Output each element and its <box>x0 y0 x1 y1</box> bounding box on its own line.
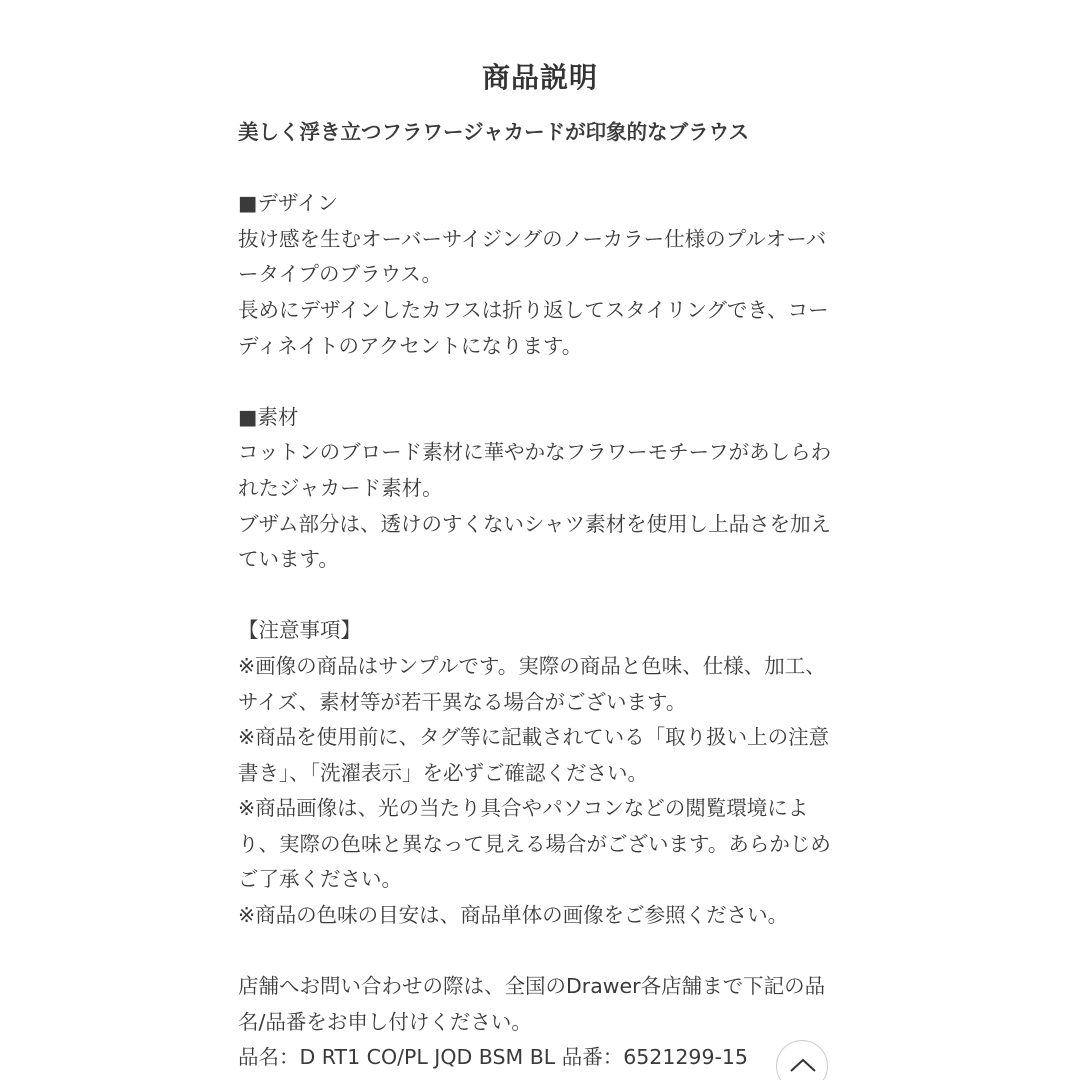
note-1: ※画像の商品はサンプルです。実際の商品と色味、仕様、加工、サイズ、素材等が若干異なる場合がございます。 <box>238 653 826 714</box>
spacer <box>238 151 838 187</box>
design-heading: ■デザイン <box>238 191 338 216</box>
lead-text: 美しく浮き立つフラワージャカードが印象的なブラウス <box>238 120 750 144</box>
store-inquiry-text: 店舗へお問い合わせの際は、全国のDrawer各店舗まで下記の品名/品番をお申し付けください。 <box>238 974 826 1034</box>
material-text-1: コットンのブロード素材に華やかなフラワーモチーフがあしらわれたジャカード素材。 <box>238 440 832 500</box>
product-description <box>238 115 838 1076</box>
design-text-1: 抜け感を生むオーバーサイジングのノーカラー仕様のプルオーバータイプのブラウス。 <box>238 226 827 287</box>
spacer <box>238 934 838 970</box>
chevron-up-icon <box>789 1057 817 1073</box>
design-text-2: 長めにデザインしたカフスは折り返してスタイリングでき、コーディネイトのアクセントになります。 <box>238 297 829 358</box>
page-title: 商品説明 <box>481 61 598 94</box>
spacer <box>238 364 838 400</box>
material-text-2: ブザム部分は、透けのすくないシャツ素材を使用し上品さを加えています。 <box>238 511 832 572</box>
note-4: ※商品の色味の目安は、商品単体の画像をご参照ください。 <box>238 903 789 928</box>
notes-heading: 【注意事項】 <box>238 618 361 643</box>
note-2: ※商品を使用前に、タグ等に記載されている「取り扱い上の注意書き」、「洗濯表示」を必ずご確認ください。 <box>238 725 830 785</box>
note-3: ※商品画像は、光の当たり具合やパソコンなどの閲覧環境により、実際の色味と異なって見える場合がございます。あらかじめご了承ください。 <box>238 796 831 892</box>
spacer <box>238 578 838 614</box>
product-code-line: 品名：D RT1 CO/PL JQD BSM BL 品番：6521299-15 <box>238 1045 748 1070</box>
material-heading: ■素材 <box>238 404 299 429</box>
